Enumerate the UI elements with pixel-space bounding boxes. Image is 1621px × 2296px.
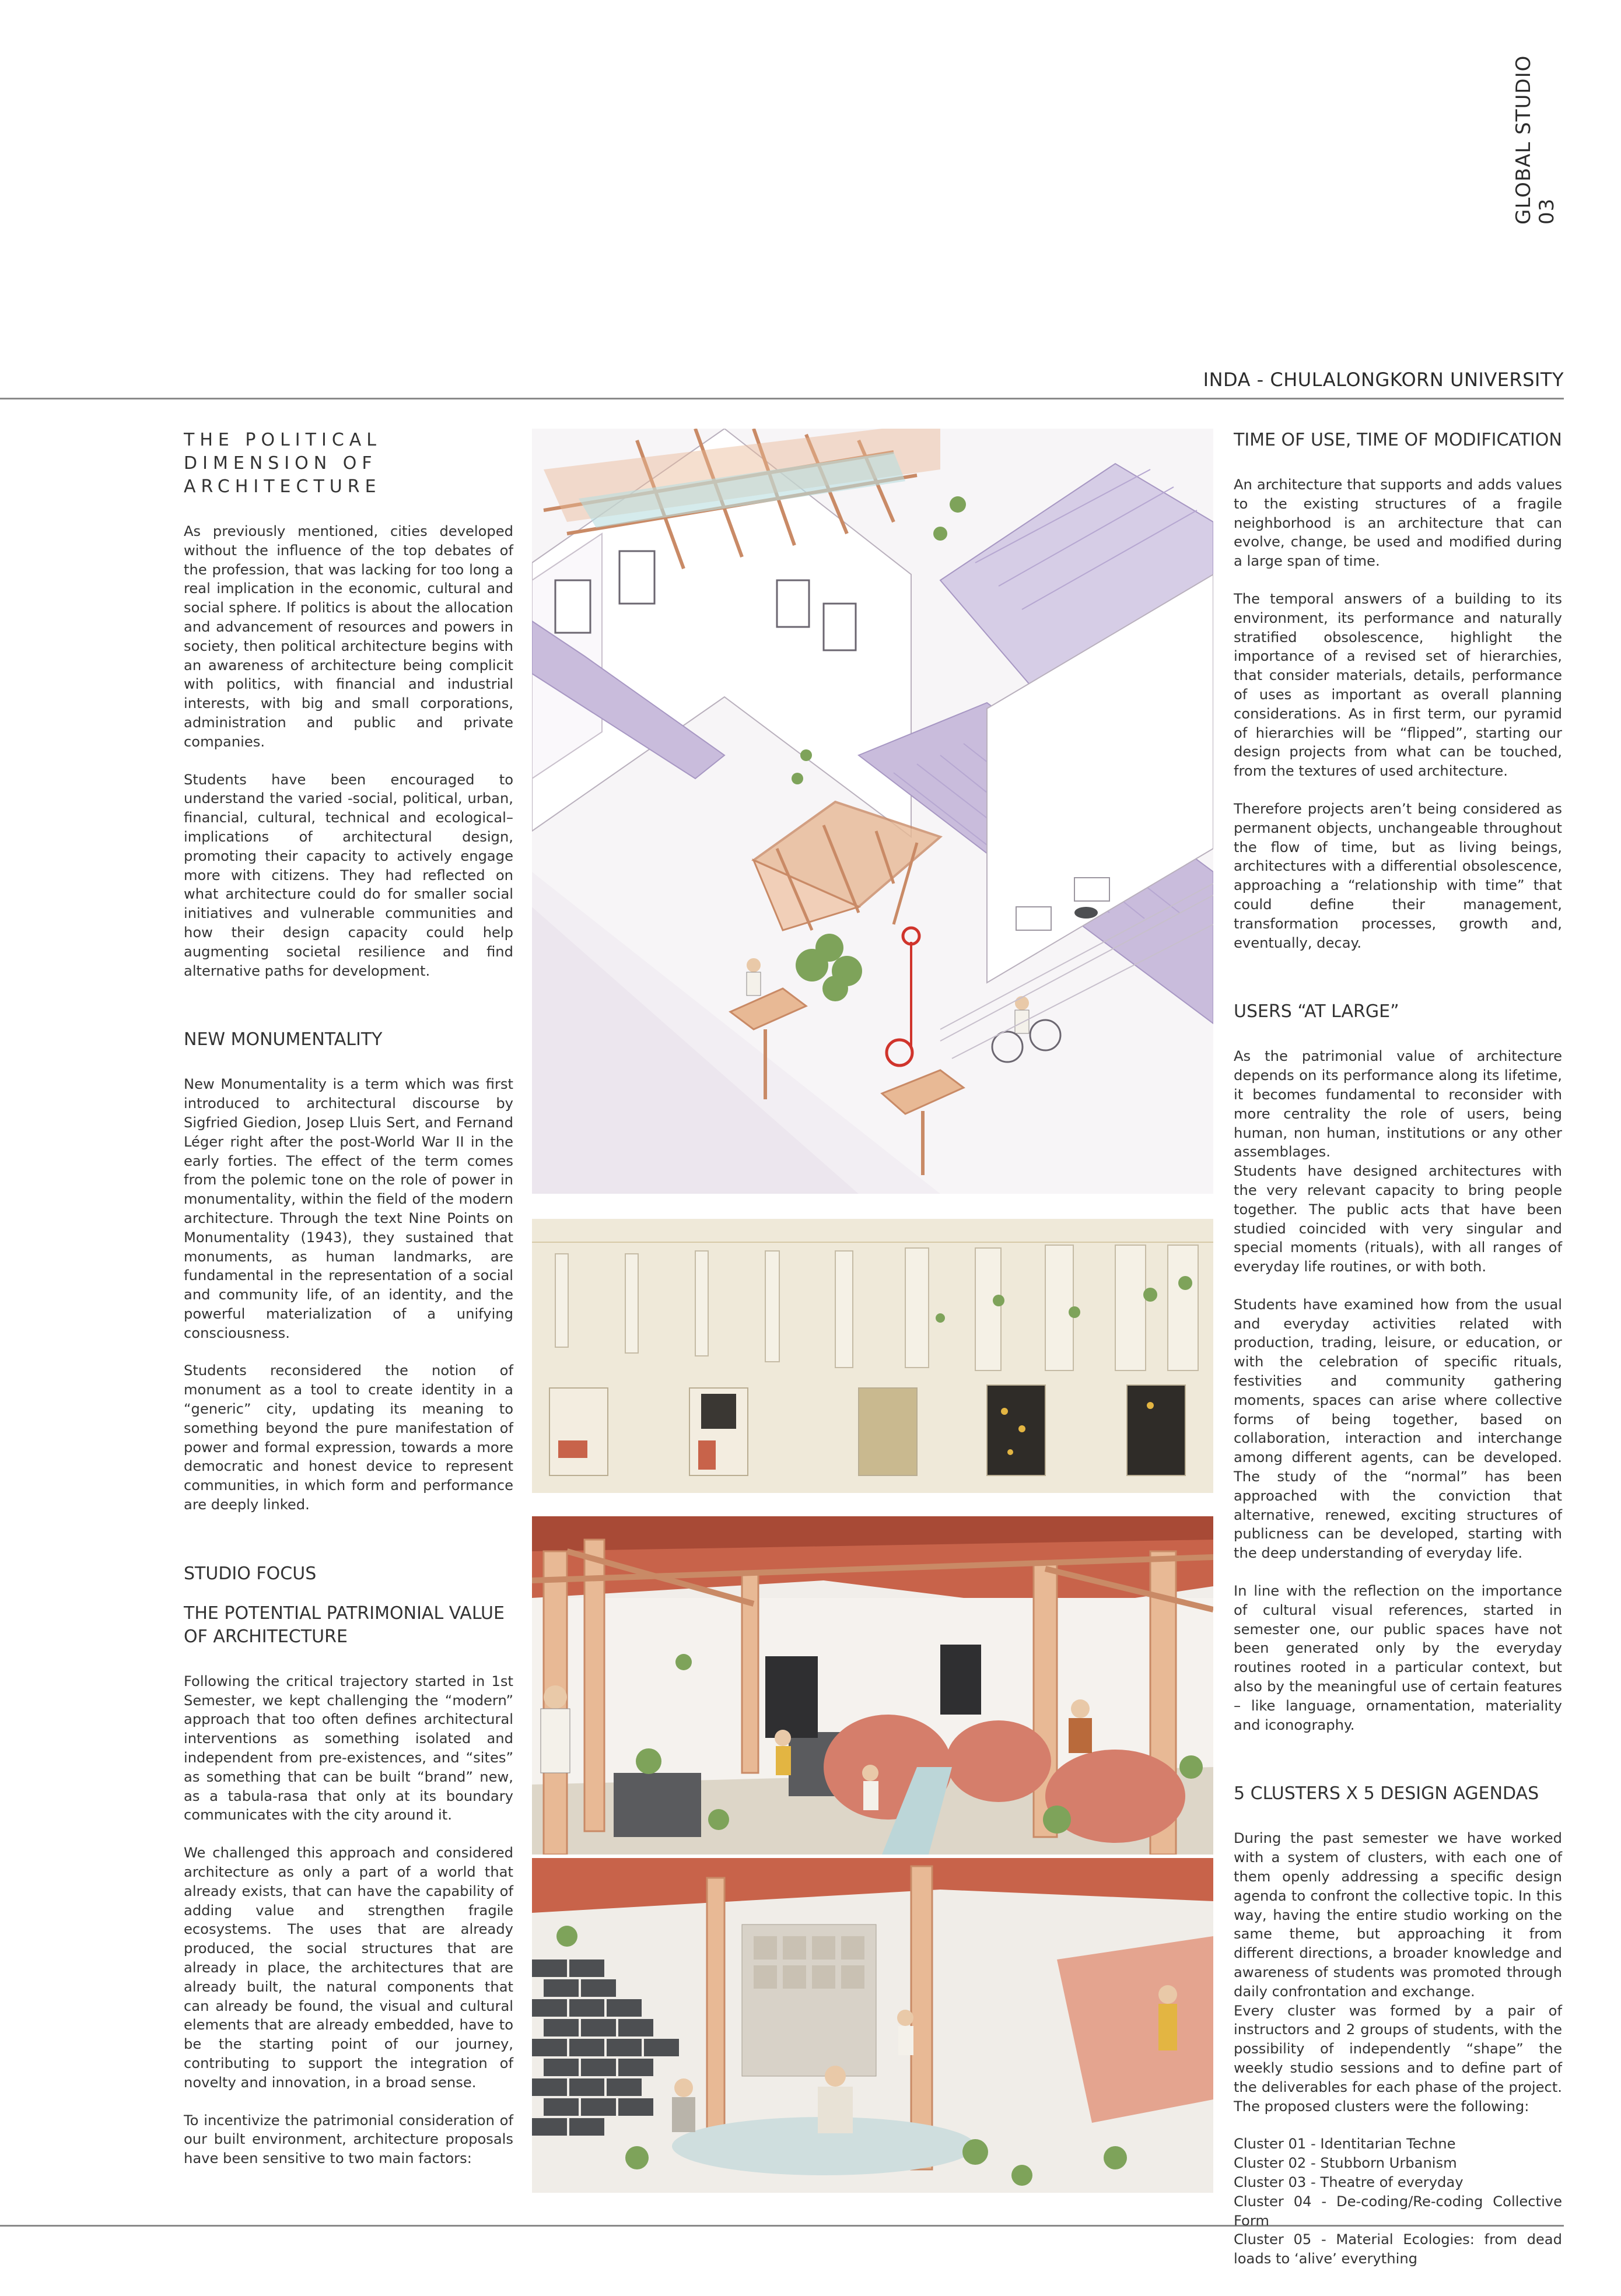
- paragraph: An architecture that supports and adds values to the existing structures of a fragile neighborhood is an architecture that can evolve, change, be used and modified during a large span of time.: [1234, 476, 1562, 570]
- paragraph: As previously mentioned, cities developed without the influence of the top debates of the profession, that was lacking for too long a real implication in the economic, cultural and social sphere. If politics is about the allocation and advancement of resources and powers in society, then political architecture begins with an awareness of architecture being complicit with politics, with financial and industrial interests, with big and small corporations, administration and public and private companies.: [184, 523, 513, 750]
- studio-label-text: [1512, 55, 1559, 225]
- heading-studio-focus: STUDIO FOCUS: [184, 1563, 317, 1584]
- paragraph: Following the critical trajectory started in 1st Semester, we kept challenging the “modern” approach that too often defines architectural interventions as something isolated and independent from pre-existences, and “sites” as something that can be built “brand” new, as a tabula-rasa that only at its boundary communicates with the city around it.: [184, 1673, 513, 1824]
- right-text-column: [1234, 429, 1562, 2269]
- heading-5-clusters: 5 CLUSTERS X 5 DESIGN AGENDAS: [1234, 1783, 1539, 1804]
- header-rule: [0, 398, 1564, 399]
- school-name: INDA - CHULALONGKORN UNIVERSITY: [1203, 369, 1564, 391]
- heading-political-dimension: THE POLITICAL DIMENSION OF ARCHITECTURE: [184, 430, 381, 497]
- heading-new-monumentality: NEW MONUMENTALITY: [184, 1029, 383, 1050]
- cluster-item: Cluster 05 - Material Ecologies: from dead loads to ‘alive’ everything: [1234, 2231, 1562, 2267]
- paragraph: Therefore projects aren’t being considered as permanent objects, unchangeable throughout the flow of time, but as living beings, architectures with a differential obsolescence, approaching a “relationship with time” that could define their management, transformation processes, growth and, eventually, decay.: [1234, 800, 1562, 951]
- paragraph: As the patrimonial value of architecture depends on its performance along its lifetime, it becomes fundamental to reconsider with more centrality the role of users, being human, non human, institutions or any other assemblages. Students have designed architectures with the very relevant capacity to bring people together. The public acts that have been studied coincided with very singular and special moments (rituals), with all ranges of everyday life routines, or with both.: [1234, 1048, 1562, 1275]
- paragraph: Students reconsidered the notion of monument as a tool to create identity in a “generic” city, updating its meaning to something beyond the pure manifestation of power and formal expression, towards a more democratic and honest device to represent communities, in which form and performance are deeply linked.: [184, 1362, 513, 1513]
- cluster-item: Cluster 02 - Stubborn Urbanism: [1234, 2155, 1457, 2172]
- paragraph: We challenged this approach and considered architecture as only a part of a world that already exists, that can have the capability of adding value and strengthen fragile ecosystems. The uses that are already produced, the social structures that are already in place, the architectures that are already built, the natural components that can already be found, the visual and cultural elements that are already embedded, have to be the starting point of our journey, contributing to support the integration of novelty and innovation, in a broad sense.: [184, 1845, 513, 2091]
- studio-label-line-2: 03: [1535, 198, 1559, 225]
- axonometric-illustration: [532, 429, 1213, 1194]
- heading-patrimonial-value: THE POTENTIAL PATRIMONIAL VALUE OF ARCHITECTURE: [184, 1603, 505, 1647]
- paragraph: New Monumentality is a term which was first introduced to architectural discourse by Sigfried Giedion, Josep Lluis Sert, and Fernand Léger right after the post-World War II in the early forties. The effect of the term comes from the polemic tone on the role of power in monumentality, within the field of the modern architecture. Through the text Nine Points on Monumentality (1943), they sustained that monuments, as human landmarks, are fundamental in the representation of a social and community life, of an identity, and the powerful materialization of a unifying consciousness.: [184, 1076, 513, 1341]
- heading-users-at-large: USERS “AT LARGE”: [1234, 1001, 1399, 1022]
- paragraph: Students have examined how from the usual and everyday activities related with production, trading, leisure, or education, or with the celebration of specific rituals, festivities and community gathering moments, spaces can arise where collective forms of being together, based on collaboration, interaction and interchange among different agents, can be developed. The study of the “normal” has been approached with the conviction that alternative, renewed, exciting structures of publicness can be developed, starting with the deep understanding of everyday life.: [1234, 1296, 1562, 1562]
- paragraph: In line with the reflection on the importance of cultural visual references, started in semester one, our public spaces have not been generated only by the everyday routines rooted in a particular context, but also by the meaningful use of certain features – like language, ornamentation, materiality and iconography.: [1234, 1583, 1562, 1733]
- paragraph: During the past semester we have worked with a system of clusters, with each one of them openly addressing a specific design agenda to confront the collective topic. In this way, having the entire studio working on the same theme, but approaching it from different directions, a broader knowledge and awareness of students was promoted through daily confrontation and exchange. Every cluster was formed by a pair of instructors and 2 groups of students, with the possibility of independently “shape” the weekly studio sessions and to define part of the deliverables for each phase of the project. The proposed clusters were the following:: [1234, 1830, 1562, 2115]
- heading-time-of-use: TIME OF USE, TIME OF MODIFICATION: [1234, 430, 1562, 450]
- cluster-item: Cluster 04 - De-coding/Re-coding Collective Form: [1234, 2193, 1562, 2229]
- courtyard-illustration: [532, 1516, 1213, 2193]
- studio-label-line-1: GLOBAL STUDIO: [1512, 55, 1535, 225]
- paragraph: The temporal answers of a building to its environment, its performance and naturally stratified obsolescence, highlight the importance of a revised set of hierarchies, that consider materials, details, performance of uses as important as overall planning considerations. As in first term, our pyramid of hierarchies will be “flipped”, starting our design projects from what can be touched, from the textures of used architecture.: [1234, 590, 1562, 780]
- clusters-list: [1234, 2134, 1562, 2269]
- studio-label: [1512, 55, 1621, 225]
- paragraph: Students have been encouraged to understand the varied -social, political, urban, financial, cultural, technical and ecological– implications of architectural design, promoting their capacity to actively engage more with citizens. They had reflected on what architecture could do for smaller social initiatives and vulnerable communities and how their design capacity could help augmenting societal resilience and find alternative paths for development.: [184, 771, 513, 979]
- left-text-column: [184, 429, 513, 2187]
- paragraph: To incentivize the patrimonial consideration of our built environment, architecture proposals have been sensitive to two main factors:: [184, 2112, 513, 2167]
- cluster-item: Cluster 01 - Identitarian Techne: [1234, 2136, 1456, 2153]
- cluster-item: Cluster 03 - Theatre of everyday: [1234, 2174, 1464, 2190]
- sequence-diagram: [532, 1219, 1213, 1493]
